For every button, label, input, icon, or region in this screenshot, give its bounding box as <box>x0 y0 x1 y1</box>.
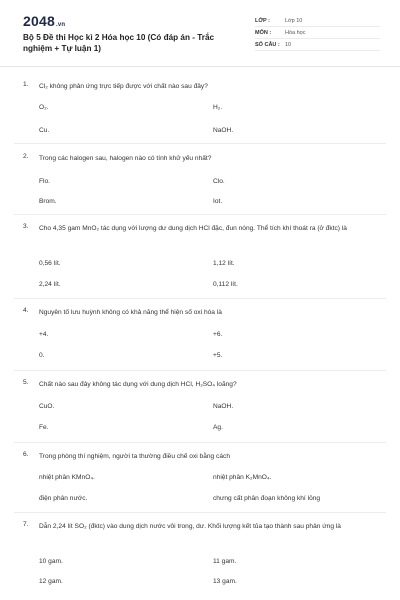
divider <box>14 512 386 513</box>
option-a[interactable]: 0,56 lít. <box>39 260 61 267</box>
option-d[interactable]: 13 gam. <box>213 578 237 585</box>
question-text: Cl₂ không phản ứng trực tiếp được với chất nào sau đây? <box>39 83 208 90</box>
option-b[interactable]: NaOH. <box>213 403 234 410</box>
logo-text: 2048 <box>23 13 55 29</box>
option-a[interactable]: nhiệt phân KMnO₄. <box>39 474 95 481</box>
meta-value: 10 <box>285 41 292 48</box>
question-text: Chất nào sau đây không tác dụng với dung dịch HCl, H₂SO₄ loãng? <box>39 381 237 388</box>
option-d[interactable]: 0,112 lít. <box>213 281 238 288</box>
option-c[interactable]: 0. <box>39 352 45 359</box>
option-d[interactable]: chưng cất phân đoạn không khí lỏng <box>213 495 321 502</box>
option-d[interactable]: NaOH. <box>213 127 234 134</box>
option-b[interactable]: H₂. <box>213 104 223 111</box>
divider <box>14 298 386 299</box>
document-header <box>0 0 400 67</box>
option-a[interactable]: O₂. <box>39 104 49 111</box>
option-c[interactable]: Cu. <box>39 127 50 134</box>
divider <box>14 214 386 215</box>
question-number: 2. <box>23 153 29 160</box>
option-a[interactable]: Flo. <box>39 178 50 185</box>
question-text: Cho 4,35 gam MnO₂ tác dụng với lượng dư dung dịch HCl đặc, đun nóng. Thể tích khí thoát ra (ở đktc) là <box>39 225 347 232</box>
option-a[interactable]: +4. <box>39 331 49 338</box>
option-a[interactable]: CuO. <box>39 403 55 410</box>
question-text: Trong phòng thí nghiệm, người ta thường điều chế oxi bằng cách <box>39 453 230 460</box>
option-d[interactable]: +5. <box>213 352 223 359</box>
option-d[interactable]: Iot. <box>213 198 223 205</box>
meta-row-subject <box>255 27 380 39</box>
option-c[interactable]: 2,24 lít. <box>39 281 61 288</box>
document-title: Bộ 5 Đề thi Học kì 2 Hóa học 10 (Có đáp án - Trắc nghiệm + Tự luận 1) <box>23 33 215 53</box>
option-b[interactable]: Clo. <box>213 178 225 185</box>
option-c[interactable]: Fe. <box>39 424 49 431</box>
logo-suffix: .vn <box>55 22 66 28</box>
question-number: 7. <box>23 521 29 528</box>
question-number: 5. <box>23 379 29 386</box>
question-number: 6. <box>23 451 29 458</box>
question-number: 3. <box>23 223 29 230</box>
question-text: Nguyên tố lưu huỳnh không có khả năng thể hiện số oxi hóa là <box>39 309 222 316</box>
question-text: Dẫn 2,24 lít SO₂ (đktc) vào dung dịch nước vôi trong, dư. Khối lượng kết tủa tạo thành sau phản ứng là <box>39 523 341 530</box>
question-text: Trong các halogen sau, halogen nào có tính khử yếu nhất? <box>39 155 212 162</box>
option-b[interactable]: 1,12 lít. <box>213 260 235 267</box>
option-c[interactable]: điện phân nước. <box>39 495 88 502</box>
divider <box>14 143 386 144</box>
option-c[interactable]: Brom. <box>39 198 57 205</box>
divider <box>14 442 386 443</box>
meta-value: Hóa học <box>285 29 306 36</box>
question-number: 1. <box>23 81 29 88</box>
meta-key: MÔN : <box>255 29 272 36</box>
question-number: 4. <box>23 307 29 314</box>
option-b[interactable]: 11 gam. <box>213 558 237 565</box>
option-b[interactable]: +6. <box>213 331 223 338</box>
meta-key: SỐ CÂU : <box>255 41 280 48</box>
option-b[interactable]: nhiệt phân K₂MnO₄. <box>213 474 272 481</box>
site-logo[interactable] <box>23 13 65 29</box>
option-c[interactable]: 12 gam. <box>39 578 63 585</box>
option-a[interactable]: 10 gam. <box>39 558 63 565</box>
meta-value: Lớp 10 <box>285 17 303 24</box>
divider <box>14 370 386 371</box>
meta-row-class <box>255 15 380 27</box>
meta-table <box>255 15 380 51</box>
option-d[interactable]: Ag. <box>213 424 223 431</box>
meta-row-count <box>255 39 380 51</box>
meta-key: LỚP : <box>255 17 270 24</box>
